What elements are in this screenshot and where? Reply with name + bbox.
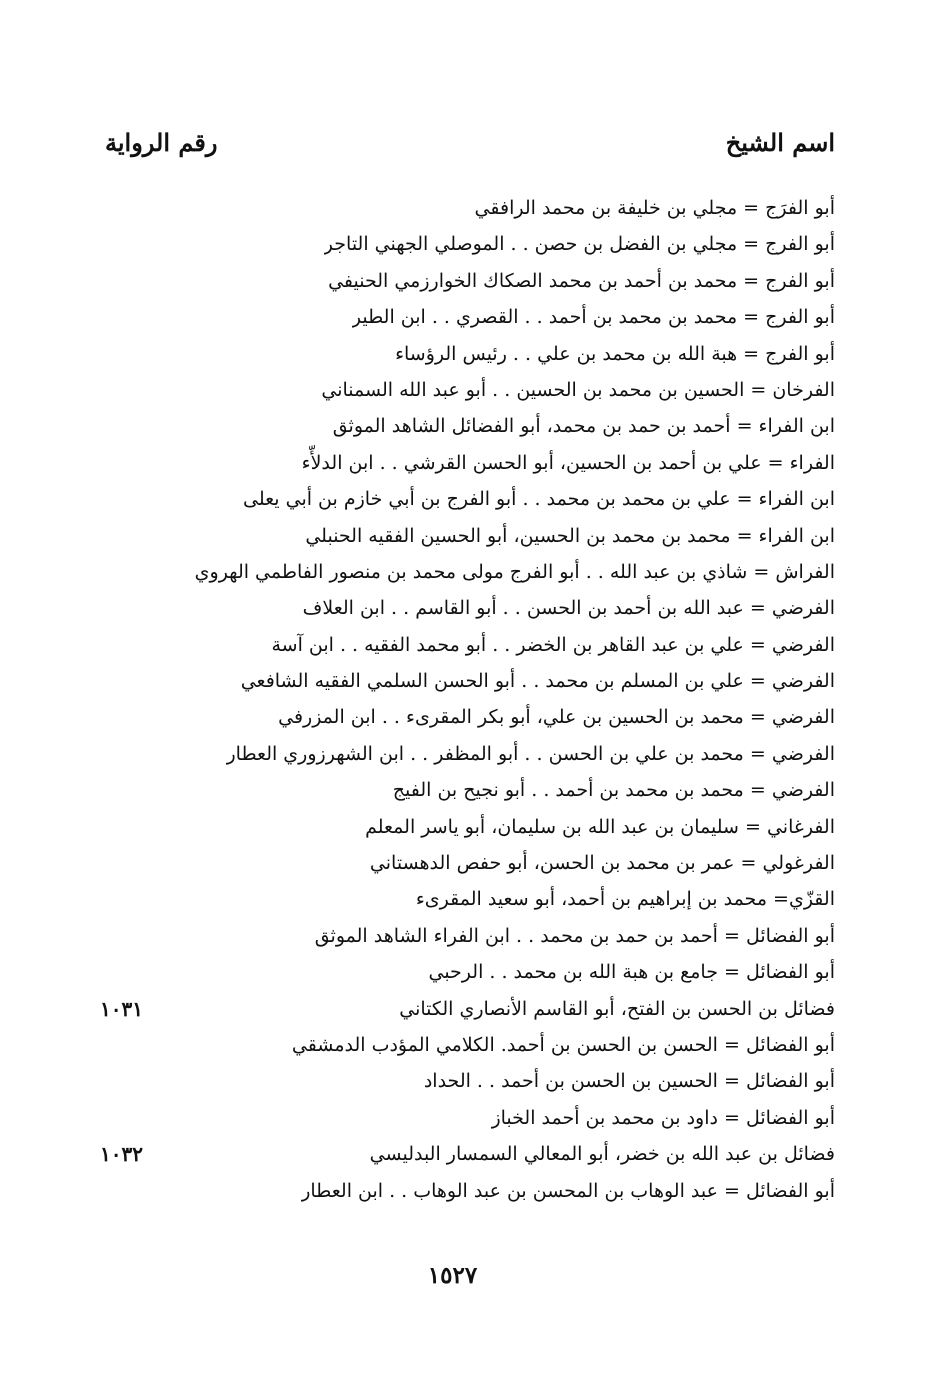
entry-text: ابن الفراء = علي بن محمد بن محمد . . أبو الفرج بن أبي خازم بن أبي يعلى [242, 488, 835, 511]
index-entry [60, 1063, 835, 1099]
entry-text: الفرضي = علي بن عبد القاهر بن الخضر . . أبو محمد الفقيه . . ابن آسة [271, 633, 835, 656]
sheikh-name-header: اسم الشيخ [725, 128, 835, 157]
index-entry [60, 954, 835, 990]
entry-text: أبو الفضائل = داود بن محمد بن أحمد الخباز [491, 1106, 835, 1129]
narration-number: ١٠٣٢ [100, 1142, 143, 1167]
entry-text: القزّي= محمد بن إبراهيم بن أحمد، أبو سعيد المقرىء [415, 888, 835, 911]
index-entry [60, 1173, 835, 1209]
entry-text: فضائل بن عبد الله بن خضر، أبو المعالي السمسار البدليسي [369, 1143, 835, 1166]
entry-text: أبو الفرج = محمد بن محمد بن أحمد . . القصري . . ابن الطير [351, 306, 835, 329]
narration-number: ١٠٣١ [100, 996, 143, 1021]
index-entry [60, 991, 835, 1027]
index-entry [60, 809, 835, 845]
index-entry [60, 554, 835, 590]
index-entry [60, 845, 835, 881]
entry-text: أبو الفرج = محمد بن أحمد بن محمد الصكاك الخوارزمي الحنيفي [328, 269, 835, 292]
index-entry [60, 263, 835, 299]
index-entry [60, 336, 835, 372]
index-entry [60, 699, 835, 735]
index-entry [60, 190, 835, 226]
entry-text: الفرضي = محمد بن علي بن الحسن . . أبو المظفر . . ابن الشهرزوري العطار [226, 742, 835, 765]
narration-number-header: رقم الرواية [105, 128, 218, 157]
entry-text: فضائل بن الحسن بن الفتح، أبو القاسم الأنصاري الكتاني [399, 997, 835, 1020]
entry-text: الفرضي = علي بن المسلم بن محمد . . أبو الحسن السلمي الفقيه الشافعي [240, 670, 835, 693]
entry-text: الفرضي = محمد بن الحسين بن علي، أبو بكر المقرىء . . ابن المزرفي [278, 706, 835, 729]
entry-text: أبو الفضائل = عبد الوهاب بن المحسن بن عبد الوهاب . . ابن العطار [301, 1179, 835, 1202]
entry-text: ابن الفراء = أحمد بن حمد بن محمد، أبو الفضائل الشاهد الموثق [332, 415, 835, 438]
entry-text: أبو الفرج = مجلي بن الفضل بن حصن . . الموصلي الجهني التاجر [323, 233, 835, 256]
entry-text: ابن الفراء = محمد بن محمد بن الحسين، أبو الحسين الفقيه الحنبلي [305, 524, 835, 547]
index-entry [60, 1027, 835, 1063]
index-entry [60, 736, 835, 772]
entry-text: أبو الفضائل = جامع بن هبة الله بن محمد . . الرحبي [428, 961, 835, 984]
index-entries-list [60, 190, 835, 1209]
index-entry [60, 627, 835, 663]
index-entry [60, 481, 835, 517]
entry-text: أبو الفضائل = أحمد بن حمد بن محمد . . ابن الفراء الشاهد الموثق [314, 924, 835, 947]
entry-text: الفرغولي = عمر بن محمد بن الحسن، أبو حفص الدهستاني [369, 852, 835, 875]
index-entry [60, 881, 835, 917]
index-entry [60, 590, 835, 626]
index-entry [60, 408, 835, 444]
entry-text: أبو الفرَج = مجلي بن خليفة بن محمد الرافقي [474, 197, 835, 219]
entry-text: أبو الفضائل = الحسين بن الحسن بن أحمد . . الحداد [423, 1070, 835, 1093]
entry-text: الفرضي = عبد الله بن أحمد بن الحسن . . أبو القاسم . . ابن العلاف [302, 597, 835, 620]
entry-text: الفرغاني = سليمان بن عبد الله بن سليمان، أبو ياسر المعلم [365, 815, 835, 838]
index-entry [60, 1136, 835, 1172]
entry-text: الفراء = علي بن أحمد بن الحسين، أبو الحسن القرشي . . ابن الدلأّء [301, 451, 835, 474]
entry-text: الفرخان = الحسين بن محمد بن الحسين . . أبو عبد الله السمناني [321, 378, 835, 401]
index-entry [60, 918, 835, 954]
index-entry [60, 226, 835, 262]
entry-text: الفراش = شاذي بن عبد الله . . أبو الفرج مولى محمد بن منصور الفاطمي الهروي [194, 560, 835, 583]
index-entry [60, 663, 835, 699]
index-entry [60, 772, 835, 808]
index-entry [60, 445, 835, 481]
index-entry [60, 1100, 835, 1136]
column-headers [80, 128, 835, 168]
entry-text: أبو الفضائل = الحسن بن الحسن بن أحمد. الكلامي المؤدب الدمشقي [291, 1033, 835, 1056]
index-entry [60, 372, 835, 408]
index-entry [60, 518, 835, 554]
page-number: ١٥٢٧ [427, 1262, 478, 1289]
entry-text: أبو الفرج = هبة الله بن محمد بن علي . . رئيس الرؤساء [395, 342, 835, 365]
entry-text: الفرضي = محمد بن محمد بن أحمد . . أبو نجيح بن الفيج [392, 779, 835, 802]
index-entry [60, 299, 835, 335]
